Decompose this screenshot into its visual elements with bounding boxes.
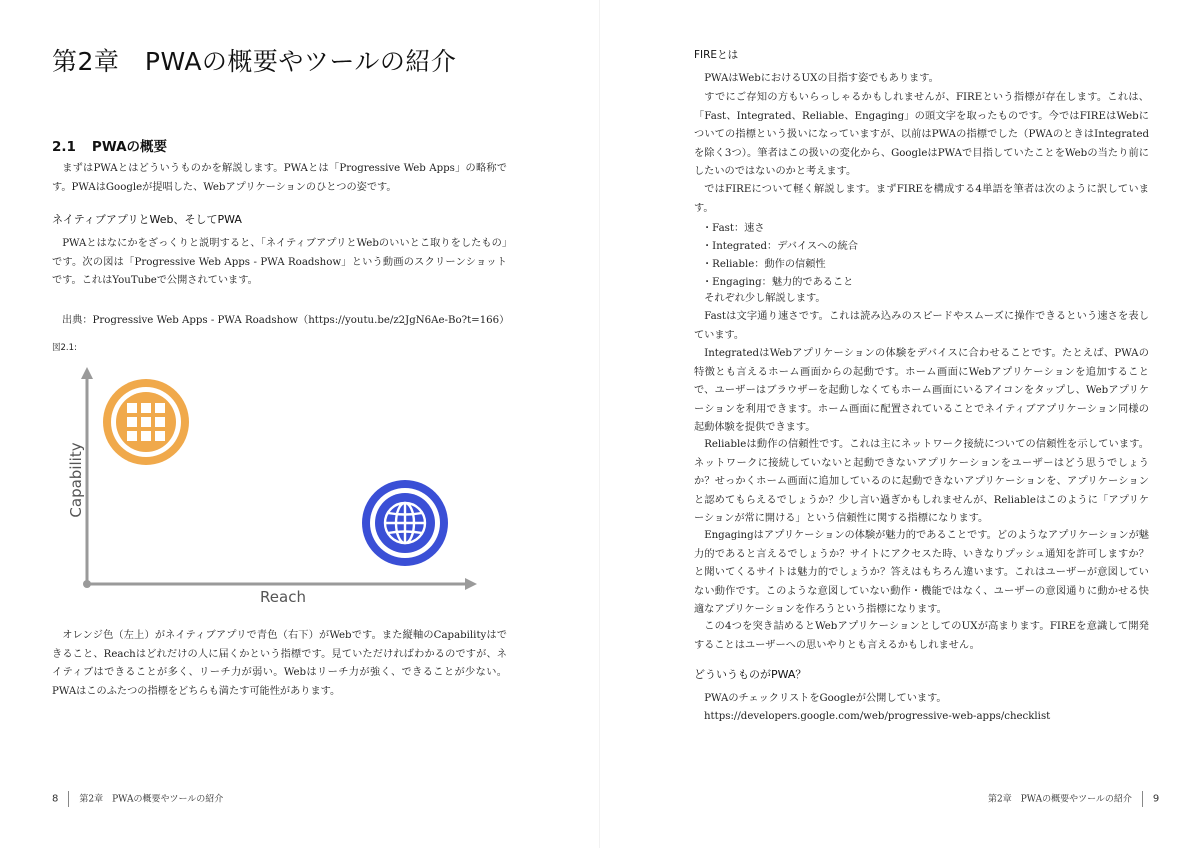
native-paragraph: PWAとはなにかをざっくりと説明すると、「ネイティブアプリとWebのいいとこ取りをしたもの」です。次の図は「Progressive Web Apps - PWA Roadshow」という動画のスクリーンショットです。これはYouTubeで公開されています。: [52, 238, 507, 287]
bullet-integrated: ・Integrated：デバイスへの統合: [702, 241, 858, 252]
figure-label: 図2.1:: [52, 343, 77, 353]
checklist-url: https://developers.google.com/web/progressive-web-apps/checklist: [704, 711, 1051, 722]
paragraph-reliable: Reliableは動作の信頼性です。これは主にネットワーク接続についての信頼性を示しています。ネットワークに接続していないと起動できないアプリケーションをユーザーはどう思うでしょうか？せっかくホーム画面に追加しているのに起動できないアプリケーションを、アプリケーションと認めてもらえるでしょうか？少し言い過ぎかもしれませんが、Reliableはこのように「アプリケーションが常に開ける」という信頼性に関する指標になります。: [694, 439, 1149, 525]
fire-heading: FIREとは: [694, 49, 739, 61]
paragraph-checklist: PWAのチェックリストをGoogleが公開しています。: [704, 693, 947, 704]
intro-paragraph: まずはPWAとはどういうものかを解説します。PWAとは「Progressive Web Apps」の略称です。PWAはGoogleが提唱した、Webアプリケーションのひとつの姿です。: [52, 163, 507, 193]
paragraph-integrated: IntegratedはWebアプリケーションの体験をデバイスに合わせることです。たとえば、PWAの特徴とも言えるホーム画面からの起動です。ホーム画面にWebアプリケーションを追加することで、ユーザーはブラウザーを起動しなくてもホーム画面にいるアイコンをタップし、Webアプリケーションを利用できます。ホーム画面に配置されていることでネイティブアプリケーション同様の起動体験を提供できます。: [694, 348, 1149, 434]
y-axis-arrow: [81, 367, 93, 379]
page-number-left: 8: [52, 793, 59, 805]
footer-divider-right: [1142, 791, 1143, 807]
y-axis-label: Capability: [67, 442, 85, 518]
bullet-reliable: ・Reliable：動作の信頼性: [702, 259, 826, 270]
left-footer: [52, 791, 223, 807]
bullet-engaging: ・Engaging：魅力的であること: [702, 277, 854, 288]
right-footer: [988, 791, 1159, 807]
axis-origin: [83, 580, 91, 588]
section-number: 2.1: [52, 139, 76, 155]
paragraph-3: ではFIREについて軽く解説します。まずFIREを構成する4単語を筆者は次のように訳しています。: [694, 184, 1149, 214]
section-title: PWAの概要: [91, 139, 168, 155]
bullet-fast: ・Fast：速さ: [702, 223, 765, 234]
x-axis-arrow: [465, 578, 477, 590]
figure-explanation: オレンジ色（左上）がネイティブアプリで青色（右下）がWebです。また縦軸のCapabilityはできること、Reachはどれだけの人に届くかという指標です。見ていただければわかるのですが、ネイティブはできることが多く、リーチ力が弱い。Webはリーチ力が強く、できることが少ない。PWAはこのふたつの指標をどちらも満たす可能性があります。: [52, 630, 507, 697]
paragraph-1: PWAはWebにおけるUXの目指す姿でもあります。: [704, 73, 939, 84]
chapter-title: 第2章 PWAの概要やツールの紹介: [52, 47, 457, 76]
paragraph-engaging: Engagingはアプリケーションの体験が魅力的であることです。どのようなアプリケーションが魅力的であると言えるでしょうか？サイトにアクセスた時、いきなりプッシュ通知を許可しますか？と聞いてくるサイトは魅力的でしょうか？答えはもちろん違います。これはユーザーが意図していない動作です。このような意図していない動作・機能ではなく、ユーザーの意図通りに動かせる快適なアプリケーションを作ろうという指標になります。: [694, 530, 1149, 616]
app-grid-icon: [103, 379, 189, 465]
figure-graphic: [55, 362, 485, 612]
page-number-right: 9: [1152, 793, 1160, 805]
paragraph-fast: Fastは文字通り速さです。これは読み込みのスピードやスムーズに操作できるという速さを表しています。: [694, 311, 1149, 341]
capability-reach-figure: [55, 362, 485, 612]
subheading-native: ネイティブアプリとWeb、そしてPWA: [52, 213, 242, 226]
paragraph-2: すでにご存知の方もいらっしゃるかもしれませんが、FIREという指標が存在します。これは、「Fast、Integrated、Reliable、Engaging」の頭文字を取ったものです。今ではFIREはWebについての指標という扱いになっていますが、以前はPWAの指標でした（PWAのときはIntegratedを除く3つ）。筆者はこの扱いの変化から、GoogleはPWAで目指していたことをWebの当たり前にしたいのではないのかと考えます。: [694, 92, 1149, 178]
source-note: 出典：Progressive Web Apps - PWA Roadshow（https://youtu.be/z2JgN6Ae-Bo?t=166）: [62, 315, 510, 326]
footer-divider: [68, 791, 69, 807]
globe-icon: [362, 480, 448, 566]
section-heading: [52, 135, 167, 155]
footer-chapter-left: 第2章 PWAの概要やツールの紹介: [79, 794, 224, 805]
paragraph-ux: この4つを突き詰めるとWebアプリケーションとしてのUXが高まります。FIREを意識して開発することはユーザーへの思いやりとも言えるかもしれません。: [694, 621, 1149, 651]
paragraph-4: それぞれ少し解説します。: [704, 293, 826, 304]
subheading-what-is-pwa: どういうものがPWA？: [694, 668, 807, 681]
footer-chapter-right: 第2章 PWAの概要やツールの紹介: [988, 794, 1132, 805]
x-axis-label: Reach: [260, 588, 306, 606]
